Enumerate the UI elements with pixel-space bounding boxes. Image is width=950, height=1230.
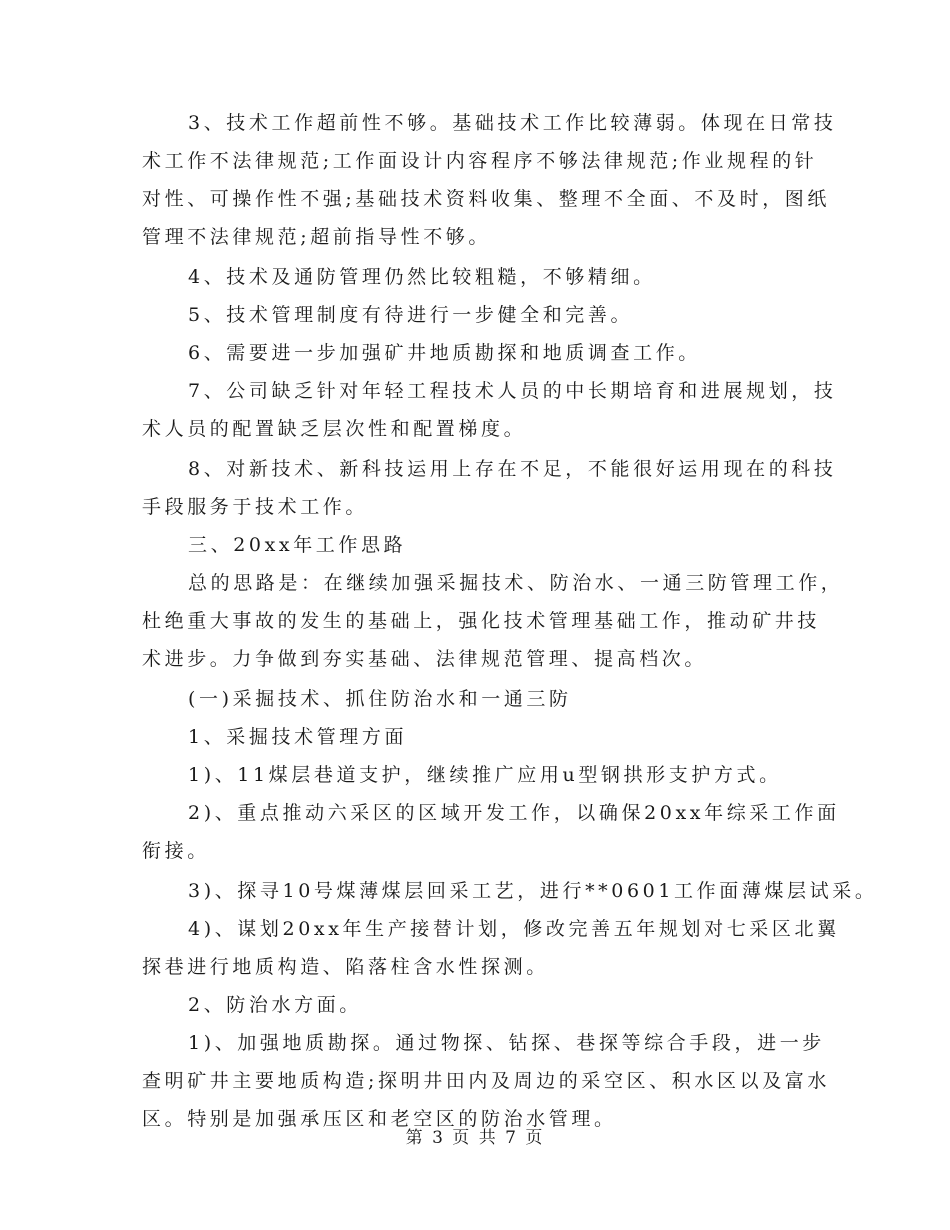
text-line: 1)、11煤层巷道支护，继续推广应用u型钢拱形支护方式。 [188, 764, 782, 786]
text-line: 8、对新技术、新科技运用上存在不足，不能很好运用现在的科技 [188, 458, 837, 480]
section-heading: 三、20xx年工作思路 [188, 534, 407, 556]
text-line: 管理不法律规范;超前指导性不够。 [142, 226, 492, 248]
text-line: 手段服务于技术工作。 [142, 496, 369, 518]
text-line: 7、公司缺乏针对年轻工程技术人员的中长期培育和进展规划，技 [188, 380, 837, 402]
text-line: 查明矿井主要地质构造;探明井田内及周边的采空区、积水区以及富水 [142, 1070, 831, 1092]
text-line: 总的思路是：在继续加强采掘技术、防治水、一通三防管理工作， [188, 572, 844, 594]
text-line: 术进步。力争做到夯实基础、法律规范管理、提高档次。 [142, 648, 708, 670]
text-line: 6、需要进一步加强矿井地质勘探和地质调查工作。 [188, 342, 701, 364]
text-line: 1)、加强地质勘探。通过物探、钻探、巷探等综合手段，进一步 [188, 1032, 825, 1054]
text-line: 区。特别是加强承压区和老空区的防治水管理。 [142, 1108, 617, 1130]
text-line: 3、技术工作超前性不够。基础技术工作比较薄弱。体现在日常技 [188, 112, 837, 134]
text-line: 衔接。 [142, 840, 210, 862]
text-line: 3)、探寻10号煤薄煤层回采工艺，进行**0601工作面薄煤层试采。 [188, 880, 878, 902]
text-line: 杜绝重大事故的发生的基础上，强化技术管理基础工作，推动矿井技 [142, 610, 821, 632]
text-line: 5、技术管理制度有待进行一步健全和完善。 [188, 304, 634, 326]
subsection-heading: 1、采掘技术管理方面 [188, 726, 408, 748]
subsection-heading: 2、防治水方面。 [188, 994, 362, 1016]
text-line: 4、技术及通防管理仍然比较粗糙，不够精细。 [188, 266, 656, 288]
text-line: 探巷进行地质构造、陷落柱含水性探测。 [142, 956, 549, 978]
text-line: 2)、重点推动六采区的区域开发工作，以确保20xx年综采工作面 [188, 802, 840, 824]
text-line: 术工作不法律规范;工作面设计内容程序不够法律规范;作业规程的针 [142, 150, 818, 172]
text-line: 术人员的配置缺乏层次性和配置梯度。 [142, 418, 527, 440]
page-footer [0, 1123, 950, 1148]
text-line: 对性、可操作性不强;基础技术资料收集、整理不全面、不及时，图纸 [142, 188, 831, 210]
page-number: 第 3 页 共 7 页 [405, 1128, 545, 1148]
subsection-heading: (一)采掘技术、抓住防治水和一通三防 [188, 688, 572, 710]
text-line: 4)、谋划20xx年生产接替计划，修改完善五年规划对七采区北翼 [188, 918, 840, 940]
